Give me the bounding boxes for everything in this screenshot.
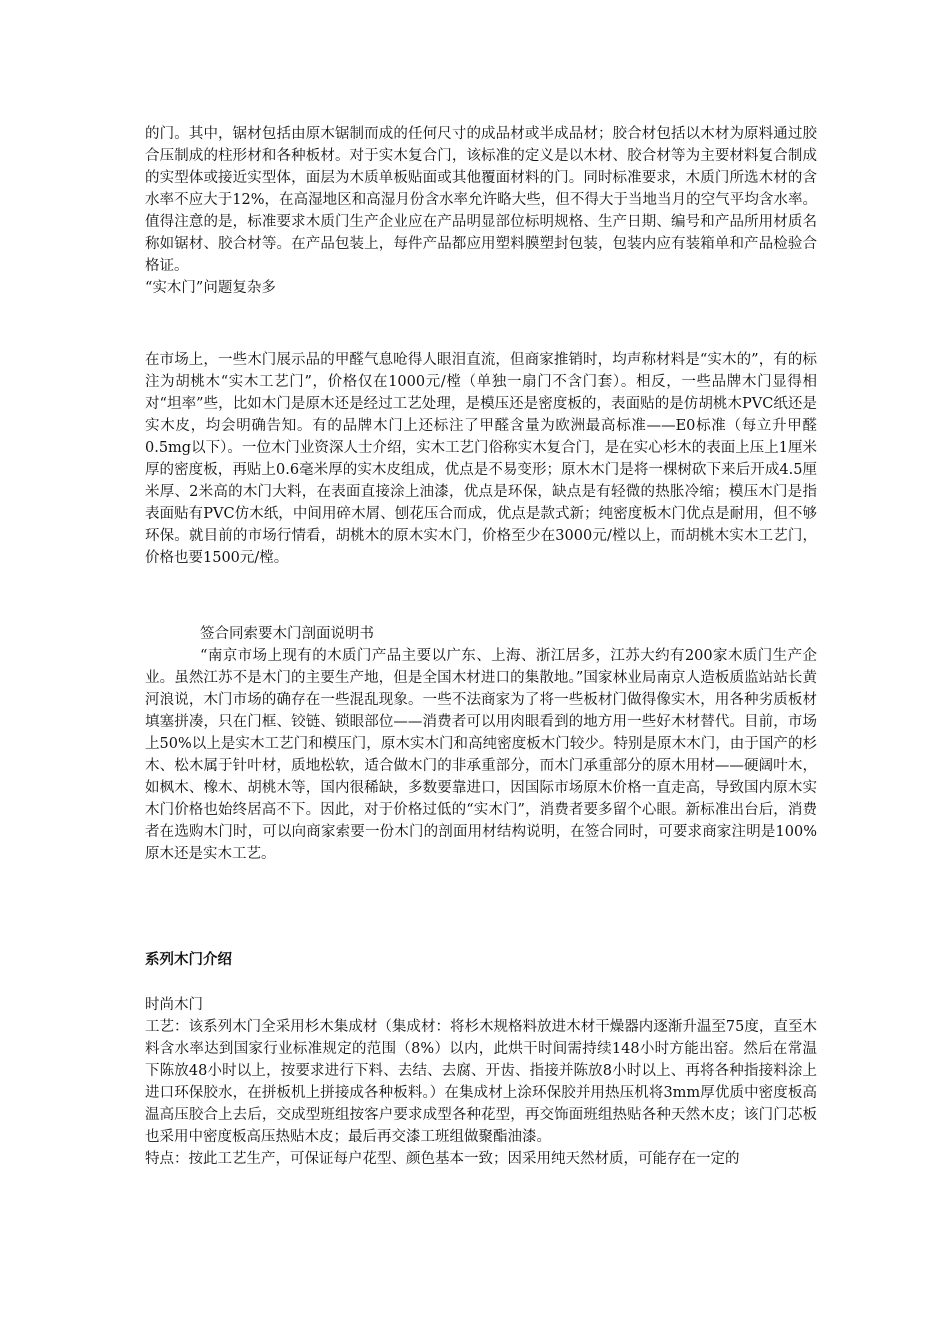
contract-paragraph: “南京市场上现有的木质门产品主要以广东、上海、浙江居多，江苏大约有200家木质门生产企业。虽然江苏不是木门的主要生产地，但是全国木材进口的集散地。”国家林业局南京人造板质监站站长黄河浪说，木门市场的确存在一些混乱现象。一些不法商家为了将一些板材门做得像实木，用各种劣质板材填塞拼凑，只在门框、铰链、锁眼部位——消费者可以用肉眼看到的地方用一些好木材替代。目前，市场上50%以上是实木工艺门和模压门，原木实木门和高纯密度板木门较少。特别是原木木门，由于国产的杉木、松木属于针叶材，质地松软，适合做木门的非承重部分，而木门承重部分的原木用材——硬阔叶木，如枫木、橡木、胡桃木等，国内很稀缺，多数要靠进口，因国际市场原木价格一直走高，导致国内原木实木门价格也始终居高不下。因此，对于价格过低的“实木门”，消费者要多留个心眼。新标准出台后，消费者在选购木门时，可以向商家索要一份木门的剖面用材结构说明，在签合同时，可要求商家注明是100%原木还是实木工艺。 xyxy=(145,648,817,862)
fashion-door-subheading: 时尚木门 xyxy=(145,997,203,1013)
feature-paragraph: 特点：按此工艺生产，可保证每户花型、颜色基本一致；因采用纯天然材质，可能存在一定的 xyxy=(145,1151,740,1167)
standard-paragraph: 的门。其中，锯材包括由原木锯制而成的任何尺寸的成品材或半成品材；胶合材包括以木材为原料通过胶合压制成的柱形材和各种板材。对于实木复合门，该标准的定义是以木材、胶合材等为主要材料复合制成的实型体或接近实型体，面层为木质单板贴面或其他覆面材料的门。同时标准要求，木质门所选木材的含水率不应大于12%，在高湿地区和高湿月份含水率允许略大些，但不得大于当地当月的空气平均含水率。值得注意的是，标准要求木质门生产企业应在产品明显部位标明规格、生产日期、编号和产品所用材质名称如锯材、胶合材等。在产品包装上，每件产品都应用塑料膜塑封包装，包装内应有装箱单和产品检验合格证。 xyxy=(145,126,817,274)
solid-wood-problem-subheading: “实木门”问题复杂多 xyxy=(145,280,276,296)
market-section xyxy=(145,349,817,569)
craft-paragraph: 工艺：该系列木门全采用杉木集成材（集成材：将杉木规格料放进木材干燥器内逐渐升温至75度，直至木料含水率达到国家行业标准规定的范围（8%）以内，此烘干时间需持续148小时方能出窑。然后在常温下陈放48小时以上，按要求进行下料、去结、去腐、开齿、指接并陈放8小时以上、再将各种指接料涂上进口环保胶水，在拼板机上拼接成各种板料。）在集成材上涂环保胶并用热压机将3mm厚优质中密度板高温高压胶合上去后，交成型班组按客户要求成型各种花型，再交饰面班组热贴各种天然木皮；该门门芯板也采用中密度板高压热贴木皮；最后再交漆工班组做聚酯油漆。 xyxy=(145,1019,817,1145)
fashion-door-section xyxy=(145,994,817,1170)
series-section xyxy=(145,949,817,971)
intro-section xyxy=(145,123,817,299)
contract-subheading: 签合同索要木门剖面说明书 xyxy=(200,626,374,642)
market-paragraph: 在市场上，一些木门展示品的甲醛气息呛得人眼泪直流，但商家推销时，均声称材料是“实木的”，有的标注为胡桃木“实木工艺门”，价格仅在1000元/樘（单独一扇门不含门套）。相反，一些品牌木门显得相对“坦率”些，比如木门是原木还是经过工艺处理，是模压还是密度板的，表面贴的是仿胡桃木PVC纸还是实木皮，均会明确告知。有的品牌木门上还标注了甲醛含量为欧洲最高标准——E0标准（每立升甲醛0.5mg以下）。一位木门业资深人士介绍，实木工艺门俗称实木复合门，是在实心杉木的表面上压上1厘米厚的密度板，再贴上0.6毫米厚的实木皮组成，优点是不易变形；原木木门是将一棵树砍下来后开成4.5厘米厚、2米高的木门大料，在表面直接涂上油漆，优点是环保，缺点是有轻微的热胀冷缩；模压木门是指表面贴有PVC仿木纸，中间用碎木屑、刨花压合而成，优点是款式新；纯密度板木门优点是耐用，但不够环保。就目前的市场行情看，胡桃木的原木实木门，价格至少在3000元/樘以上，而胡桃木实木工艺门，价格也要1500元/樘。 xyxy=(145,352,817,566)
contract-section xyxy=(145,623,817,865)
series-heading: 系列木门介绍 xyxy=(145,951,232,968)
